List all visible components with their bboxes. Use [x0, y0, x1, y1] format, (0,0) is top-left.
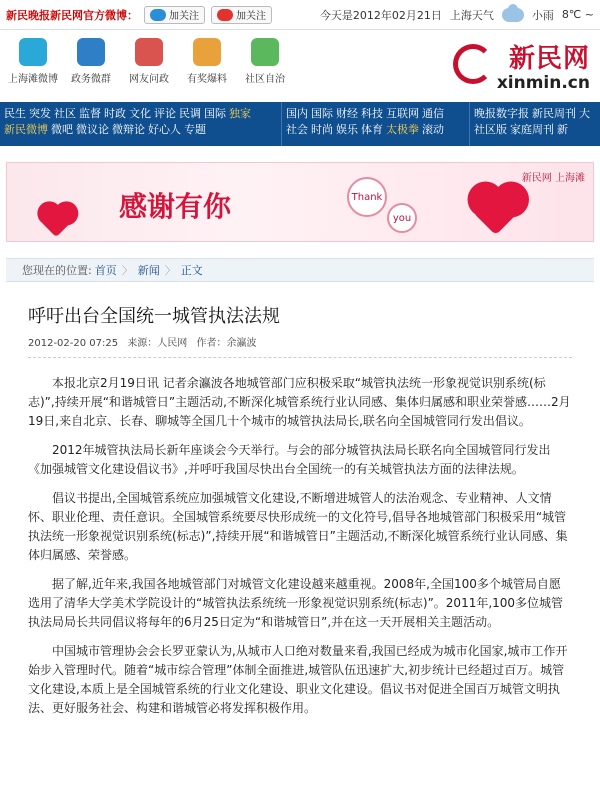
nav-link[interactable]: 好心人: [148, 123, 181, 136]
nav-link[interactable]: 监督: [79, 107, 101, 120]
nav-link[interactable]: 互联网: [386, 107, 419, 120]
nav-col-2: [282, 102, 470, 146]
nav-link[interactable]: 体育: [361, 123, 383, 136]
weather-city[interactable]: 上海天气: [449, 8, 494, 22]
quicklink-gov[interactable]: [64, 36, 118, 85]
nav-link[interactable]: 时政: [104, 107, 126, 120]
quicklink-label: 网友问政: [129, 74, 169, 85]
nav-link[interactable]: 评论: [154, 107, 176, 120]
nav-link[interactable]: 民生: [4, 107, 26, 120]
nav-link[interactable]: 独家: [229, 107, 251, 120]
follow-label: 加关注: [236, 11, 266, 22]
megaphone-icon: [193, 38, 221, 66]
site-logo[interactable]: [497, 38, 590, 93]
chat-icon: [135, 38, 163, 66]
follow-button-sina[interactable]: [211, 6, 272, 24]
breadcrumb: 您现在的位置: 首页 〉 新闻 〉 正文: [6, 258, 594, 282]
nav-link[interactable]: 国际: [311, 107, 333, 120]
weibo-label: 新民晚报新民网官方微博：: [6, 8, 138, 22]
quicklink-label: 有奖爆料: [187, 74, 227, 85]
article-meta: [28, 334, 572, 358]
quicklink-label: 政务微群: [71, 74, 111, 85]
nav-link[interactable]: 新民微博: [4, 123, 48, 136]
nav-link[interactable]: 专题: [184, 123, 206, 136]
quick-links: [0, 36, 292, 85]
header: [0, 30, 600, 102]
nav-link[interactable]: 新民周刊: [532, 107, 576, 120]
nav-link[interactable]: 微议论: [76, 123, 109, 136]
nav-link[interactable]: 突发: [29, 107, 51, 120]
banner-title: 感谢有你: [119, 190, 232, 223]
article-paragraph: 2012年城管执法局长新年座谈会今天举行。与会的部分城管执法局长联名向全国城管同行发出《加强城管文化建设倡议书》,并呼吁我国尽快出台全国统一的有关城管执法方面的法律法规。: [28, 443, 551, 476]
article-author: 作者：余瀛波: [196, 338, 257, 349]
nav-link[interactable]: 大: [579, 107, 590, 120]
nav-link[interactable]: 通信: [422, 107, 444, 120]
nav-link[interactable]: 财经: [336, 107, 358, 120]
logo-cn: 新民网: [508, 44, 590, 74]
nav-link[interactable]: 滚动: [422, 123, 444, 136]
follow-label: 加关注: [169, 11, 199, 22]
weibo-icon: [19, 38, 47, 66]
breadcrumb-news[interactable]: 新闻: [137, 264, 160, 277]
page-title: 呼吁出台全国统一城管执法法规: [28, 306, 280, 327]
nav-link[interactable]: 文化: [129, 107, 151, 120]
follow-button-qq[interactable]: [144, 6, 205, 24]
nav-col-1: [0, 102, 282, 146]
nav-link[interactable]: 国内: [286, 107, 308, 120]
nav-link[interactable]: 科技: [361, 107, 383, 120]
breadcrumb-prefix: 您现在的位置:: [22, 264, 92, 277]
date-text: 今天是2012年02月21日: [319, 8, 442, 22]
heart-icon: [41, 205, 73, 237]
nav-link[interactable]: 国际: [204, 107, 226, 120]
nav-link[interactable]: 太极拳: [386, 123, 419, 136]
quicklink-ask[interactable]: [122, 36, 176, 85]
banner-logo: 新民网 上海滩: [521, 173, 585, 184]
rain-cloud-icon: [502, 8, 524, 22]
top-bar: [0, 0, 600, 30]
people-icon: [77, 38, 105, 66]
article-date: 2012-02-20 07:25: [28, 338, 119, 349]
nav-link[interactable]: 家庭周刊: [510, 123, 554, 136]
nav-link[interactable]: 娱乐: [336, 123, 358, 136]
nav-link[interactable]: 时尚: [311, 123, 333, 136]
thank-bubble: Thank: [347, 177, 387, 217]
nav-link[interactable]: 社会: [286, 123, 308, 136]
nav-link[interactable]: 民调: [179, 107, 201, 120]
article-paragraph: 据了解,近年来,我国各地城管部门对城管文化建设越来越重视。2008年,全国100多个城管局自愿选用了清华大学美术学院设计的“城管执法系统统一形象视觉识别系统(标志)”。2011年,100多位城管执法局局长共同倡议将每年的6月25日定为“和谐城管日”,并在这一天开展相关主题活动。: [28, 577, 564, 629]
weather-text: 小雨: [531, 8, 554, 22]
thanks-banner[interactable]: [6, 162, 594, 242]
breadcrumb-home[interactable]: 首页: [94, 264, 117, 277]
breadcrumb-body[interactable]: 正文: [180, 264, 203, 277]
logo-en: xinmin.cn: [496, 73, 590, 93]
article-paragraph: 中国城市管理协会会长罗亚蒙认为,从城市人口绝对数量来看,我国已经成为城市化国家,城市工作开始步入管理时代。随着“城市综合管理”体制全面推进,城管队伍迅速扩大,初步统计已经超过百万。城管文化建设,本质上是全国城管系统的行业文化建设、职业文化建设。倡议书对促进全国百万城管文明执法、更好服务社会、构建和谐城管必将发挥积极作用。: [28, 644, 568, 715]
quicklink-weibo[interactable]: [6, 36, 60, 85]
nav-link[interactable]: 新: [557, 123, 568, 136]
community-icon: [251, 38, 279, 66]
quicklink-label: 社区自治: [245, 74, 285, 85]
quicklink-community[interactable]: [238, 36, 292, 85]
nav-link[interactable]: 晚报数字报: [474, 107, 529, 120]
article: [0, 302, 600, 718]
you-bubble: you: [387, 203, 417, 233]
quicklink-label: 上海滩微博: [8, 74, 58, 85]
nav-link[interactable]: 社区: [54, 107, 76, 120]
nav-link[interactable]: 社区版: [474, 123, 507, 136]
logo-swirl-icon: [453, 44, 493, 84]
quicklink-tip[interactable]: [180, 36, 234, 85]
nav-link[interactable]: 微辩论: [112, 123, 145, 136]
qq-weibo-icon: [150, 9, 166, 21]
main-nav: [0, 102, 600, 146]
temperature: 8℃ ~: [561, 8, 594, 21]
heart-icon: [473, 187, 521, 235]
article-paragraph: 本报北京2月19日讯 记者余瀛波各地城管部门应积极采取“城管执法统一形象视觉识别系统(标志)”,持续开展“和谐城管日”主题活动,不断深化城管系统行业认同感、集体归属感和职业荣誉感……2月19日,来自北京、长春、聊城等全国几十个城市的城管执法局长,联名向全国城管同行发出倡议。: [28, 376, 571, 428]
article-paragraph: 倡议书提出,全国城管系统应加强城管文化建设,不断增进城管人的法治观念、专业精神、人文情怀、职业伦理、责任意识。全国城管系统要尽快形成统一的文化符号,倡导各地城管部门积极采用“城管执法统一形象视觉识别系统(标志)”,持续开展“和谐城管日”主题活动,不断深化城管系统行业认同感、集体归属感、荣誉感。: [28, 491, 568, 562]
article-source: 来源：人民网: [127, 338, 188, 349]
nav-col-3: [470, 102, 600, 146]
sina-weibo-icon: [217, 9, 233, 21]
nav-link[interactable]: 微吧: [51, 123, 73, 136]
